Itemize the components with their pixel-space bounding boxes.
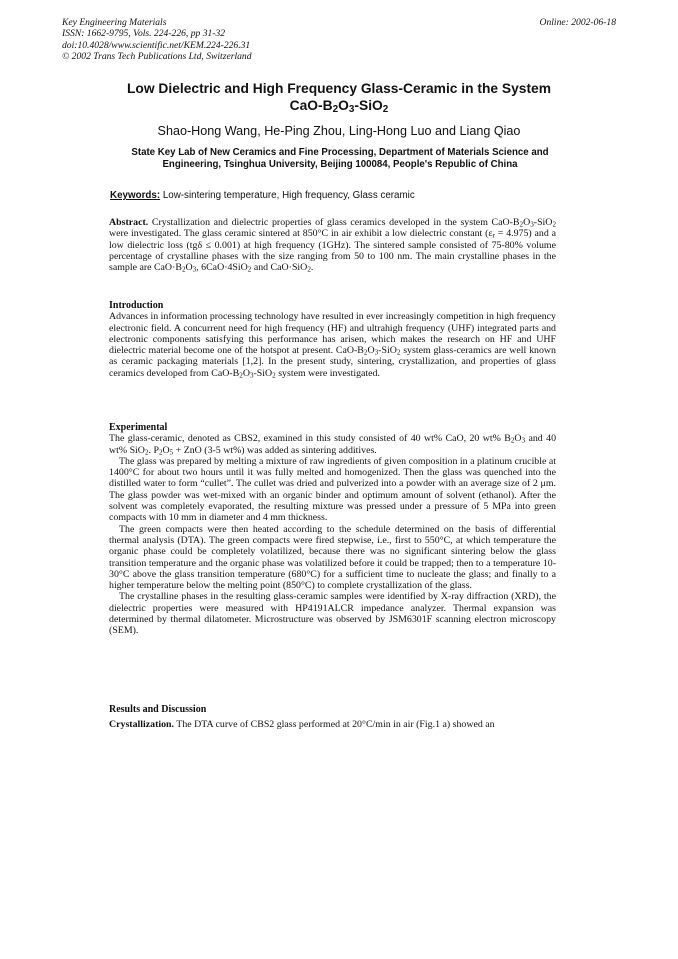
experimental-paragraph-3: The green compacts were then heated according to the schedule determined on the basis of differential thermal analysis (DTA). The green compacts were fired stepwise, i.e., first to 550°C, at which temperature the organic phase could be completely volatilized, because there was no significant sintering below the glass transition temperature and the organic phase was volatilized before it could be trapped; then to a temperature 10-30°C above the glass transition temperature (680°C) for a sufficient time to nucleate the glass; and finally to a higher temperature below the melting point (850°C) to complete crystallization of the glass. <box>109 523 556 592</box>
crystallization-text: The DTA curve of CBS2 glass performed at 20°C/min in air (Fig.1 a) showed an <box>174 719 495 731</box>
authors: Shao-Hong Wang, He-Ping Zhou, Ling-Hong Luo and Liang Qiao <box>157 124 521 138</box>
keywords-label: Keywords: <box>110 190 161 201</box>
copyright-line: © 2002 Trans Tech Publications Ltd, Switzerland <box>62 51 252 63</box>
journal-header <box>62 17 252 63</box>
title-line-2: CaO-$B_2O_3-SiO_2$ <box>289 98 389 116</box>
results-section <box>109 704 556 731</box>
paper-title <box>60 80 618 114</box>
affiliation-line-1: State Key Lab of New Ceramics and Fine Processing, Department of Materials Science and <box>131 147 549 158</box>
affiliation-line-2: Engineering, Tsinghua University, Beijing 100084, People's Republic of China <box>162 159 518 171</box>
introduction-heading: Introduction <box>109 300 164 311</box>
abstract-label: Abstract. <box>109 217 149 228</box>
online-date: Online: 2002-06-18 <box>539 17 616 28</box>
experimental-section <box>109 422 556 637</box>
introduction-section <box>109 300 556 379</box>
introduction-text: Advances in information processing technology have resulted in ever increasingly competition in high frequency electronic field. A concurrent need for high frequency (HF) and ultrahigh frequency (UHF) integrated parts and electronic components satisfying this performance has arisen, which makes the research on HF and UHF dielectric material become one of the hotspot at present. CaO-$B_2O_3-SiO_2$ system glass-ceramics are well known as ceramic packaging materials [1,2]. In the present study, sintering, crystallization, and properties of glass ceramics developed from CaO-$B_2O_3-SiO_2$ system were investigated. <box>109 311 556 380</box>
experimental-paragraph-4: The crystalline phases in the resulting glass-ceramic samples were identified by X-ray diffraction (XRD), the dielectric properties were measured with HP4191ALCR impedance analyzer. Thermal expansion was determined by thermal dilatometer. Microstructure was observed by JSM6301F scanning electron microscopy (SEM). <box>109 591 556 637</box>
experimental-paragraph-1: The glass-ceramic, denoted as CBS2, examined in this study consisted of 40 wt% CaO, 20 wt% $B_2O_3$ and 40 wt% SiO$_2$. $P_2O_5$ + ZnO (3-5 wt%) was added as sintering additives. <box>109 433 557 457</box>
abstract-section <box>109 217 556 273</box>
issn-line: ISSN: 1662-9795, Vols. 224-226, pp 31-32 <box>62 28 226 40</box>
journal-name: Key Engineering Materials <box>62 17 167 28</box>
keywords <box>110 190 415 201</box>
experimental-heading: Experimental <box>109 422 168 433</box>
results-heading: Results and Discussion <box>109 704 207 715</box>
keywords-text: Low-sintering temperature, High frequency, Glass ceramic <box>160 190 415 201</box>
abstract-paragraph <box>109 217 556 273</box>
crystallization-label: Crystallization. <box>109 719 175 731</box>
abstract-text: Crystallization and dielectric properties of glass ceramics developed in the system CaO-$B_2O_3-SiO_2$ were investigated. The glass ceramic sintered at 850°C in air exhibit a low dielectric constant $(\varepsilon_r = 4.975)$ and a low dielectric loss (tgδ ≤ 0.001) at high frequency (1GHz). The sintered sample consisted of 75-80% volume percentage of crystalline phases with the size ranging from 50 to 100 nm. The main crystalline phases in the sample are $CaO\cdot B_2O_3$, 6CaO·4SiO$_2$ and CaO·SiO$_2$. <box>109 217 557 274</box>
results-text <box>109 719 556 730</box>
experimental-paragraph-2: The glass was prepared by melting a mixture of raw ingredients of given composition in a platinum crucible at 1400°C for about two hours until it was fully melted and homogenized. Then the glass was quenched into the distilled water to form “cullet”. The cullet was dried and pulverized into a powder with an average size of 2 μm. The glass powder was wet-mixed with an organic binder and optimum amount of solvent (ethanol). After the solvent was completely evaporated, the resulting mixture was pressed under a pressure of 5 MPa into green compacts with 10 mm in diameter and 4 mm thickness. <box>109 455 556 524</box>
affiliation <box>90 147 590 172</box>
doi-line: doi:10.4028/www.scientific.net/KEM.224-226.31 <box>62 39 251 51</box>
title-line-1: Low Dielectric and High Frequency Glass-Ceramic in the System <box>127 81 551 96</box>
